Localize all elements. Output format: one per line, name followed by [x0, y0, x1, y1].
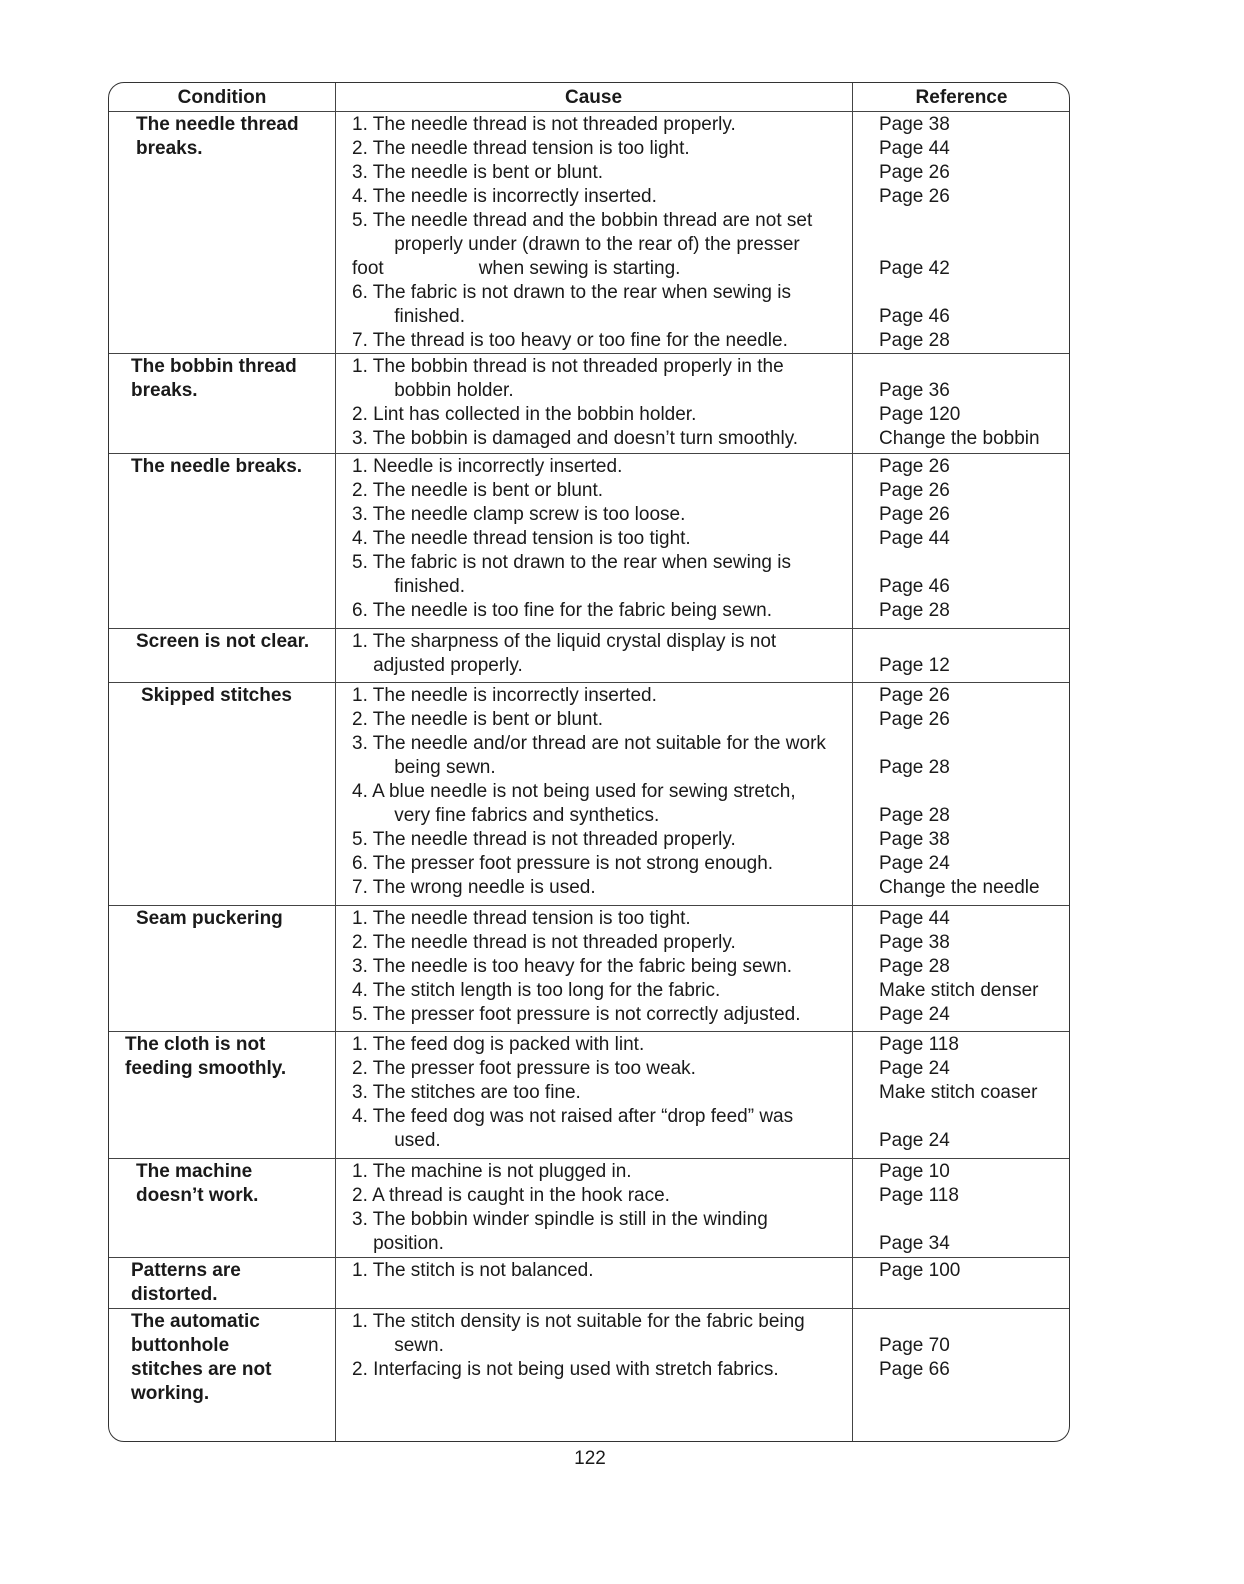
cause-line: bobbin holder. [352, 380, 514, 401]
cause-line: 5. The needle thread and the bobbin thread are not set [352, 210, 813, 231]
condition-cell: The cloth is not feeding smoothly. [125, 1034, 287, 1079]
row-divider [109, 111, 1069, 112]
reference-line: Change the needle [879, 877, 1040, 898]
reference-line: Make stitch denser [879, 980, 1039, 1001]
reference-line: Page 28 [879, 956, 950, 977]
reference-line: Page 28 [879, 757, 950, 778]
cause-line: 1. The feed dog is packed with lint. [352, 1034, 645, 1055]
reference-line: Page 66 [879, 1359, 950, 1380]
row-divider [109, 682, 1069, 683]
reference-line: Page 38 [879, 114, 950, 135]
cause-line: 3. The needle is bent or blunt. [352, 162, 604, 183]
cause-line: 2. The needle is bent or blunt. [352, 480, 604, 501]
header-reference: Reference [915, 87, 1008, 108]
condition-cell: The needle thread breaks. [136, 114, 299, 159]
reference-line: Page 26 [879, 504, 950, 525]
reference-line: Page 46 [879, 576, 950, 597]
cause-line: 2. Interfacing is not being used with stretch fabrics. [352, 1359, 779, 1380]
cause-line: properly under (drawn to the rear of) the presser [352, 234, 800, 255]
condition-cell: Patterns are distorted. [131, 1260, 241, 1305]
cause-line: 3. The bobbin is damaged and doesn’t turn smoothly. [352, 428, 799, 449]
reference-line: Page 44 [879, 908, 950, 929]
row-divider [109, 628, 1069, 629]
condition-cell: The automatic buttonhole stitches are not working. [131, 1311, 272, 1404]
cause-line: 7. The thread is too heavy or too fine for the needle. [352, 330, 788, 351]
reference-line: Page 44 [879, 528, 950, 549]
cause-line: 6. The presser foot pressure is not strong enough. [352, 853, 774, 874]
reference-line: Page 24 [879, 853, 950, 874]
row-divider [109, 905, 1069, 906]
reference-line: Page 26 [879, 685, 950, 706]
reference-line: Page 28 [879, 330, 950, 351]
cause-line: finished. [352, 306, 465, 327]
reference-line: Page 44 [879, 138, 950, 159]
cause-line: 1. The stitch is not balanced. [352, 1260, 594, 1281]
reference-line: Make stitch coaser [879, 1082, 1038, 1103]
condition-cell: Skipped stitches [141, 685, 292, 706]
cause-line: sewn. [352, 1335, 444, 1356]
cause-line: 4. The needle thread tension is too tight. [352, 528, 691, 549]
cause-line: 5. The needle thread is not threaded properly. [352, 829, 736, 850]
cause-line: 3. The stitches are too fine. [352, 1082, 581, 1103]
cause-line: 3. The bobbin winder spindle is still in the winding [352, 1209, 768, 1230]
cause-line: 1. The sharpness of the liquid crystal display is not [352, 631, 777, 652]
cause-line: 7. The wrong needle is used. [352, 877, 596, 898]
condition-cell: The needle breaks. [131, 456, 303, 477]
header-cause: Cause [564, 87, 623, 108]
cause-line: 1. The machine is not plugged in. [352, 1161, 632, 1182]
cause-line: 1. The needle thread is not threaded properly. [352, 114, 736, 135]
reference-line: Page 38 [879, 932, 950, 953]
cause-line: 2. The needle thread tension is too light. [352, 138, 690, 159]
cause-line: 2. The needle is bent or blunt. [352, 709, 604, 730]
reference-line: Page 24 [879, 1004, 950, 1025]
page-number: 122 [574, 1448, 606, 1469]
cause-line: 3. The needle clamp screw is too loose. [352, 504, 686, 525]
cause-line: 3. The needle is too heavy for the fabric being sewn. [352, 956, 793, 977]
reference-line: Page 118 [879, 1034, 959, 1055]
reference-line: Page 26 [879, 456, 950, 477]
cause-line: 1. The needle thread tension is too tight. [352, 908, 691, 929]
cause-line: 5. The fabric is not drawn to the rear when sewing is [352, 552, 791, 573]
condition-cell: Seam puckering [136, 908, 283, 929]
cause-line: foot when sewing is starting. [352, 258, 681, 279]
cause-line: 4. The needle is incorrectly inserted. [352, 186, 657, 207]
cause-line: position. [352, 1233, 444, 1254]
reference-line: Page 26 [879, 480, 950, 501]
reference-line: Page 100 [879, 1260, 961, 1281]
cause-line: 2. The needle thread is not threaded properly. [352, 932, 736, 953]
cause-line: 1. The bobbin thread is not threaded properly in the [352, 356, 784, 377]
reference-line: Page 26 [879, 709, 950, 730]
reference-line: Page 120 [879, 404, 961, 425]
cause-line: 1. Needle is incorrectly inserted. [352, 456, 623, 477]
row-divider [109, 1257, 1069, 1258]
reference-line: Page 24 [879, 1058, 950, 1079]
row-divider [109, 1308, 1069, 1309]
reference-line: Page 118 [879, 1185, 959, 1206]
troubleshooting-table [108, 82, 1070, 1442]
cause-line: 1. The stitch density is not suitable for the fabric being [352, 1311, 805, 1332]
cause-line: 2. A thread is caught in the hook race. [352, 1185, 670, 1206]
reference-line: Page 12 [879, 655, 950, 676]
cause-line: 6. The needle is too fine for the fabric being sewn. [352, 600, 773, 621]
reference-line: Page 38 [879, 829, 950, 850]
cause-line: 4. The stitch length is too long for the fabric. [352, 980, 721, 1001]
cause-line: being sewn. [352, 757, 496, 778]
cause-line: 4. A blue needle is not being used for sewing stretch, [352, 781, 796, 802]
cause-line: 5. The presser foot pressure is not correctly adjusted. [352, 1004, 801, 1025]
column-divider-1 [335, 83, 336, 1441]
reference-line: Page 36 [879, 380, 950, 401]
reference-line: Page 42 [879, 258, 950, 279]
cause-line: 6. The fabric is not drawn to the rear when sewing is [352, 282, 791, 303]
cause-line: adjusted properly. [352, 655, 523, 676]
row-divider [109, 453, 1069, 454]
cause-line: 2. Lint has collected in the bobbin holder. [352, 404, 697, 425]
cause-line: 4. The feed dog was not raised after “drop feed” was [352, 1106, 794, 1127]
reference-line: Page 46 [879, 306, 950, 327]
condition-cell: Screen is not clear. [136, 631, 310, 652]
column-divider-2 [852, 83, 853, 1441]
reference-line: Page 10 [879, 1161, 950, 1182]
reference-line: Page 70 [879, 1335, 950, 1356]
header-condition: Condition [177, 87, 267, 108]
condition-cell: The bobbin thread breaks. [131, 356, 297, 401]
cause-line: 3. The needle and/or thread are not suitable for the work [352, 733, 826, 754]
cause-line: finished. [352, 576, 465, 597]
cause-line: used. [352, 1130, 441, 1151]
reference-line: Page 26 [879, 162, 950, 183]
row-divider [109, 353, 1069, 354]
reference-line: Change the bobbin [879, 428, 1040, 449]
row-divider [109, 1158, 1069, 1159]
row-divider [109, 1031, 1069, 1032]
reference-line: Page 28 [879, 805, 950, 826]
cause-line: very fine fabrics and synthetics. [352, 805, 660, 826]
cause-line: 2. The presser foot pressure is too weak. [352, 1058, 696, 1079]
reference-line: Page 24 [879, 1130, 950, 1151]
cause-line: 1. The needle is incorrectly inserted. [352, 685, 657, 706]
condition-cell: The machine doesn’t work. [136, 1161, 259, 1206]
reference-line: Page 26 [879, 186, 950, 207]
reference-line: Page 34 [879, 1233, 950, 1254]
reference-line: Page 28 [879, 600, 950, 621]
